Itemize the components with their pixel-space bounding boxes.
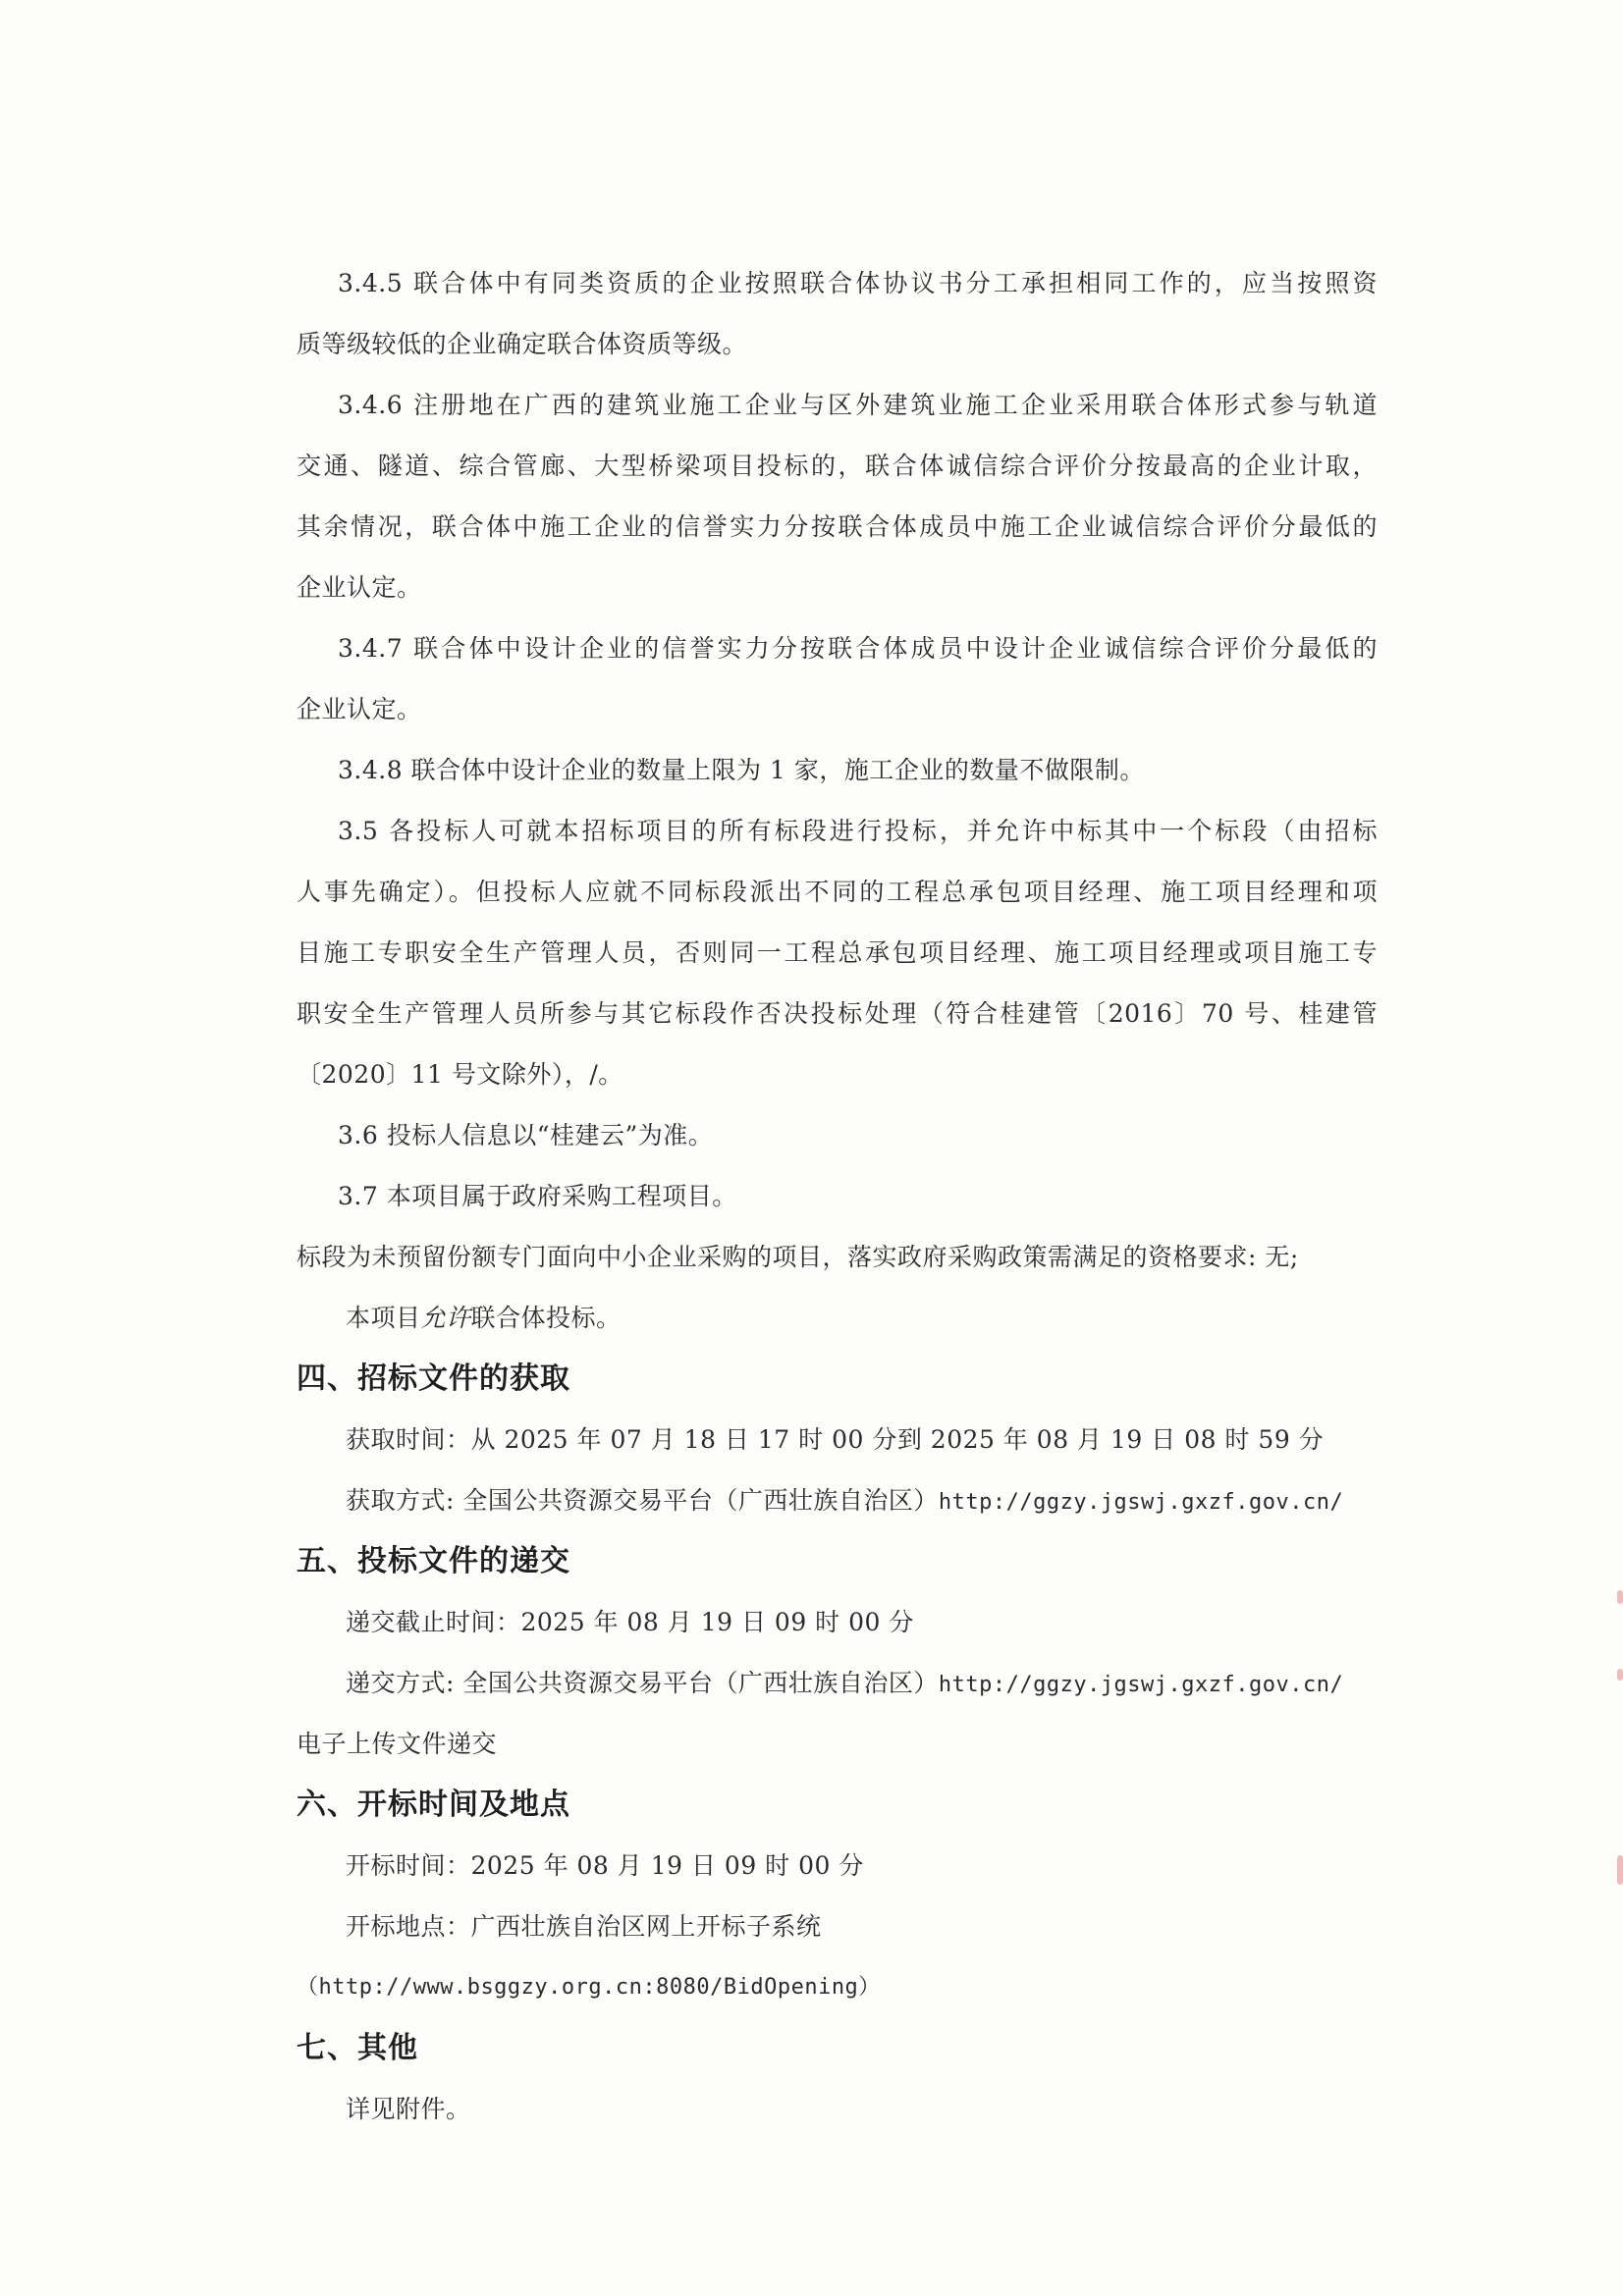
section-6-place: 开标地点：广西壮族自治区网上开标子系统 [346,1912,822,1941]
paragraph-3-5-line-5: 〔2020〕11 号文除外），/。 [297,1060,623,1089]
section-4-method [297,1470,1378,1531]
section-5-deadline: 递交截止时间：2025 年 08 月 19 日 09 时 00 分 [346,1608,914,1636]
paragraph-3-5-line-3: 目施工专职安全生产管理人员，否则同一工程总承包项目经理、施工项目经理或项目施工专 [297,938,1378,967]
paragraph-3-4-6-line-4: 企业认定。 [297,573,422,602]
paragraph-3-5-line-4: 职安全生产管理人员所参与其它标段作否决投标处理（符合桂建管〔2016〕70 号、桂建管 [297,999,1378,1028]
section-5-method-url: http://ggzy.jgswj.gxzf.gov.cn/ [938,1673,1344,1697]
seal-edge-mark [1617,1669,1623,1681]
section-5-heading: 五、投标文件的递交 [297,1544,570,1578]
paragraph-consortium [297,1288,1378,1349]
paragraph-3-4-8: 3.4.8 联合体中设计企业的数量上限为 1 家，施工企业的数量不做限制。 [338,756,1145,784]
paragraph-3-6: 3.6 投标人信息以“桂建云”为准。 [338,1121,714,1149]
section-4-heading: 四、招标文件的获取 [297,1362,570,1396]
section-5-method-suffix: 电子上传文件递交 [297,1730,498,1758]
paragraph-3-5-line-1: 3.5 各投标人可就本招标项目的所有标段进行投标，并允许中标其中一个标段（由招标 [338,817,1378,845]
paragraph-3-4-7-line-1: 3.4.7 联合体中设计企业的信誉实力分按联合体成员中设计企业诚信综合评价分最低的 [338,634,1378,663]
paragraph-3-7: 3.7 本项目属于政府采购工程项目。 [338,1182,737,1210]
section-4-time: 获取时间：从 2025 年 07 月 18 日 17 时 00 分到 2025 年 08 月 19 日 08 时 59 分 [346,1425,1325,1454]
paragraph-3-4-6-line-3: 其余情况，联合体中施工企业的信誉实力分按联合体成员中施工企业诚信综合评价分最低的 [297,512,1378,541]
section-5-method [297,1653,1378,1714]
paragraph-3-4-6-line-2: 交通、隧道、综合管廊、大型桥梁项目投标的，联合体诚信综合评价分按最高的企业计取， [297,452,1378,480]
consortium-suffix: 联合体投标。 [470,1304,622,1332]
paragraph-3-4-5-line-1: 3.4.5 联合体中有同类资质的企业按照联合体协议书分工承担相同工作的，应当按照资 [338,269,1378,297]
section-7-content: 详见附件。 [346,2095,471,2123]
section-6-heading: 六、开标时间及地点 [297,1788,570,1822]
paragraph-3-5-line-2: 人事先确定）。但投标人应就不同标段派出不同的工程总承包项目经理、施工项目经理和项 [297,878,1378,906]
seal-edge-mark [1617,1590,1623,1604]
paragraph-3-4-7-line-2: 企业认定。 [297,695,422,723]
paragraph-3-4-5-line-2: 质等级较低的企业确定联合体资质等级。 [297,330,748,358]
paragraph-3-7-policy: 标段为未预留份额专门面向中小企业采购的项目，落实政府采购政策需满足的资格要求: 无; [297,1243,1299,1271]
section-7-heading: 七、其他 [297,2031,418,2065]
section-6-place-url: （http://www.bsggzy.org.cn:8080/BidOpening） [297,1975,881,2000]
paragraph-3-4-6-line-1: 3.4.6 注册地在广西的建筑业施工企业与区外建筑业施工企业采用联合体形式参与轨道 [338,391,1378,419]
consortium-allowed: 允许 [420,1304,471,1332]
section-4-method-url: http://ggzy.jgswj.gxzf.gov.cn/ [938,1490,1344,1515]
consortium-prefix: 本项目 [346,1304,421,1332]
seal-edge-mark [1617,1855,1623,1885]
section-5-method-label: 递交方式: 全国公共资源交易平台（广西壮族自治区） [346,1669,939,1697]
section-6-time: 开标时间：2025 年 08 月 19 日 09 时 00 分 [346,1851,864,1880]
section-4-method-label: 获取方式: 全国公共资源交易平台（广西壮族自治区） [346,1486,939,1515]
